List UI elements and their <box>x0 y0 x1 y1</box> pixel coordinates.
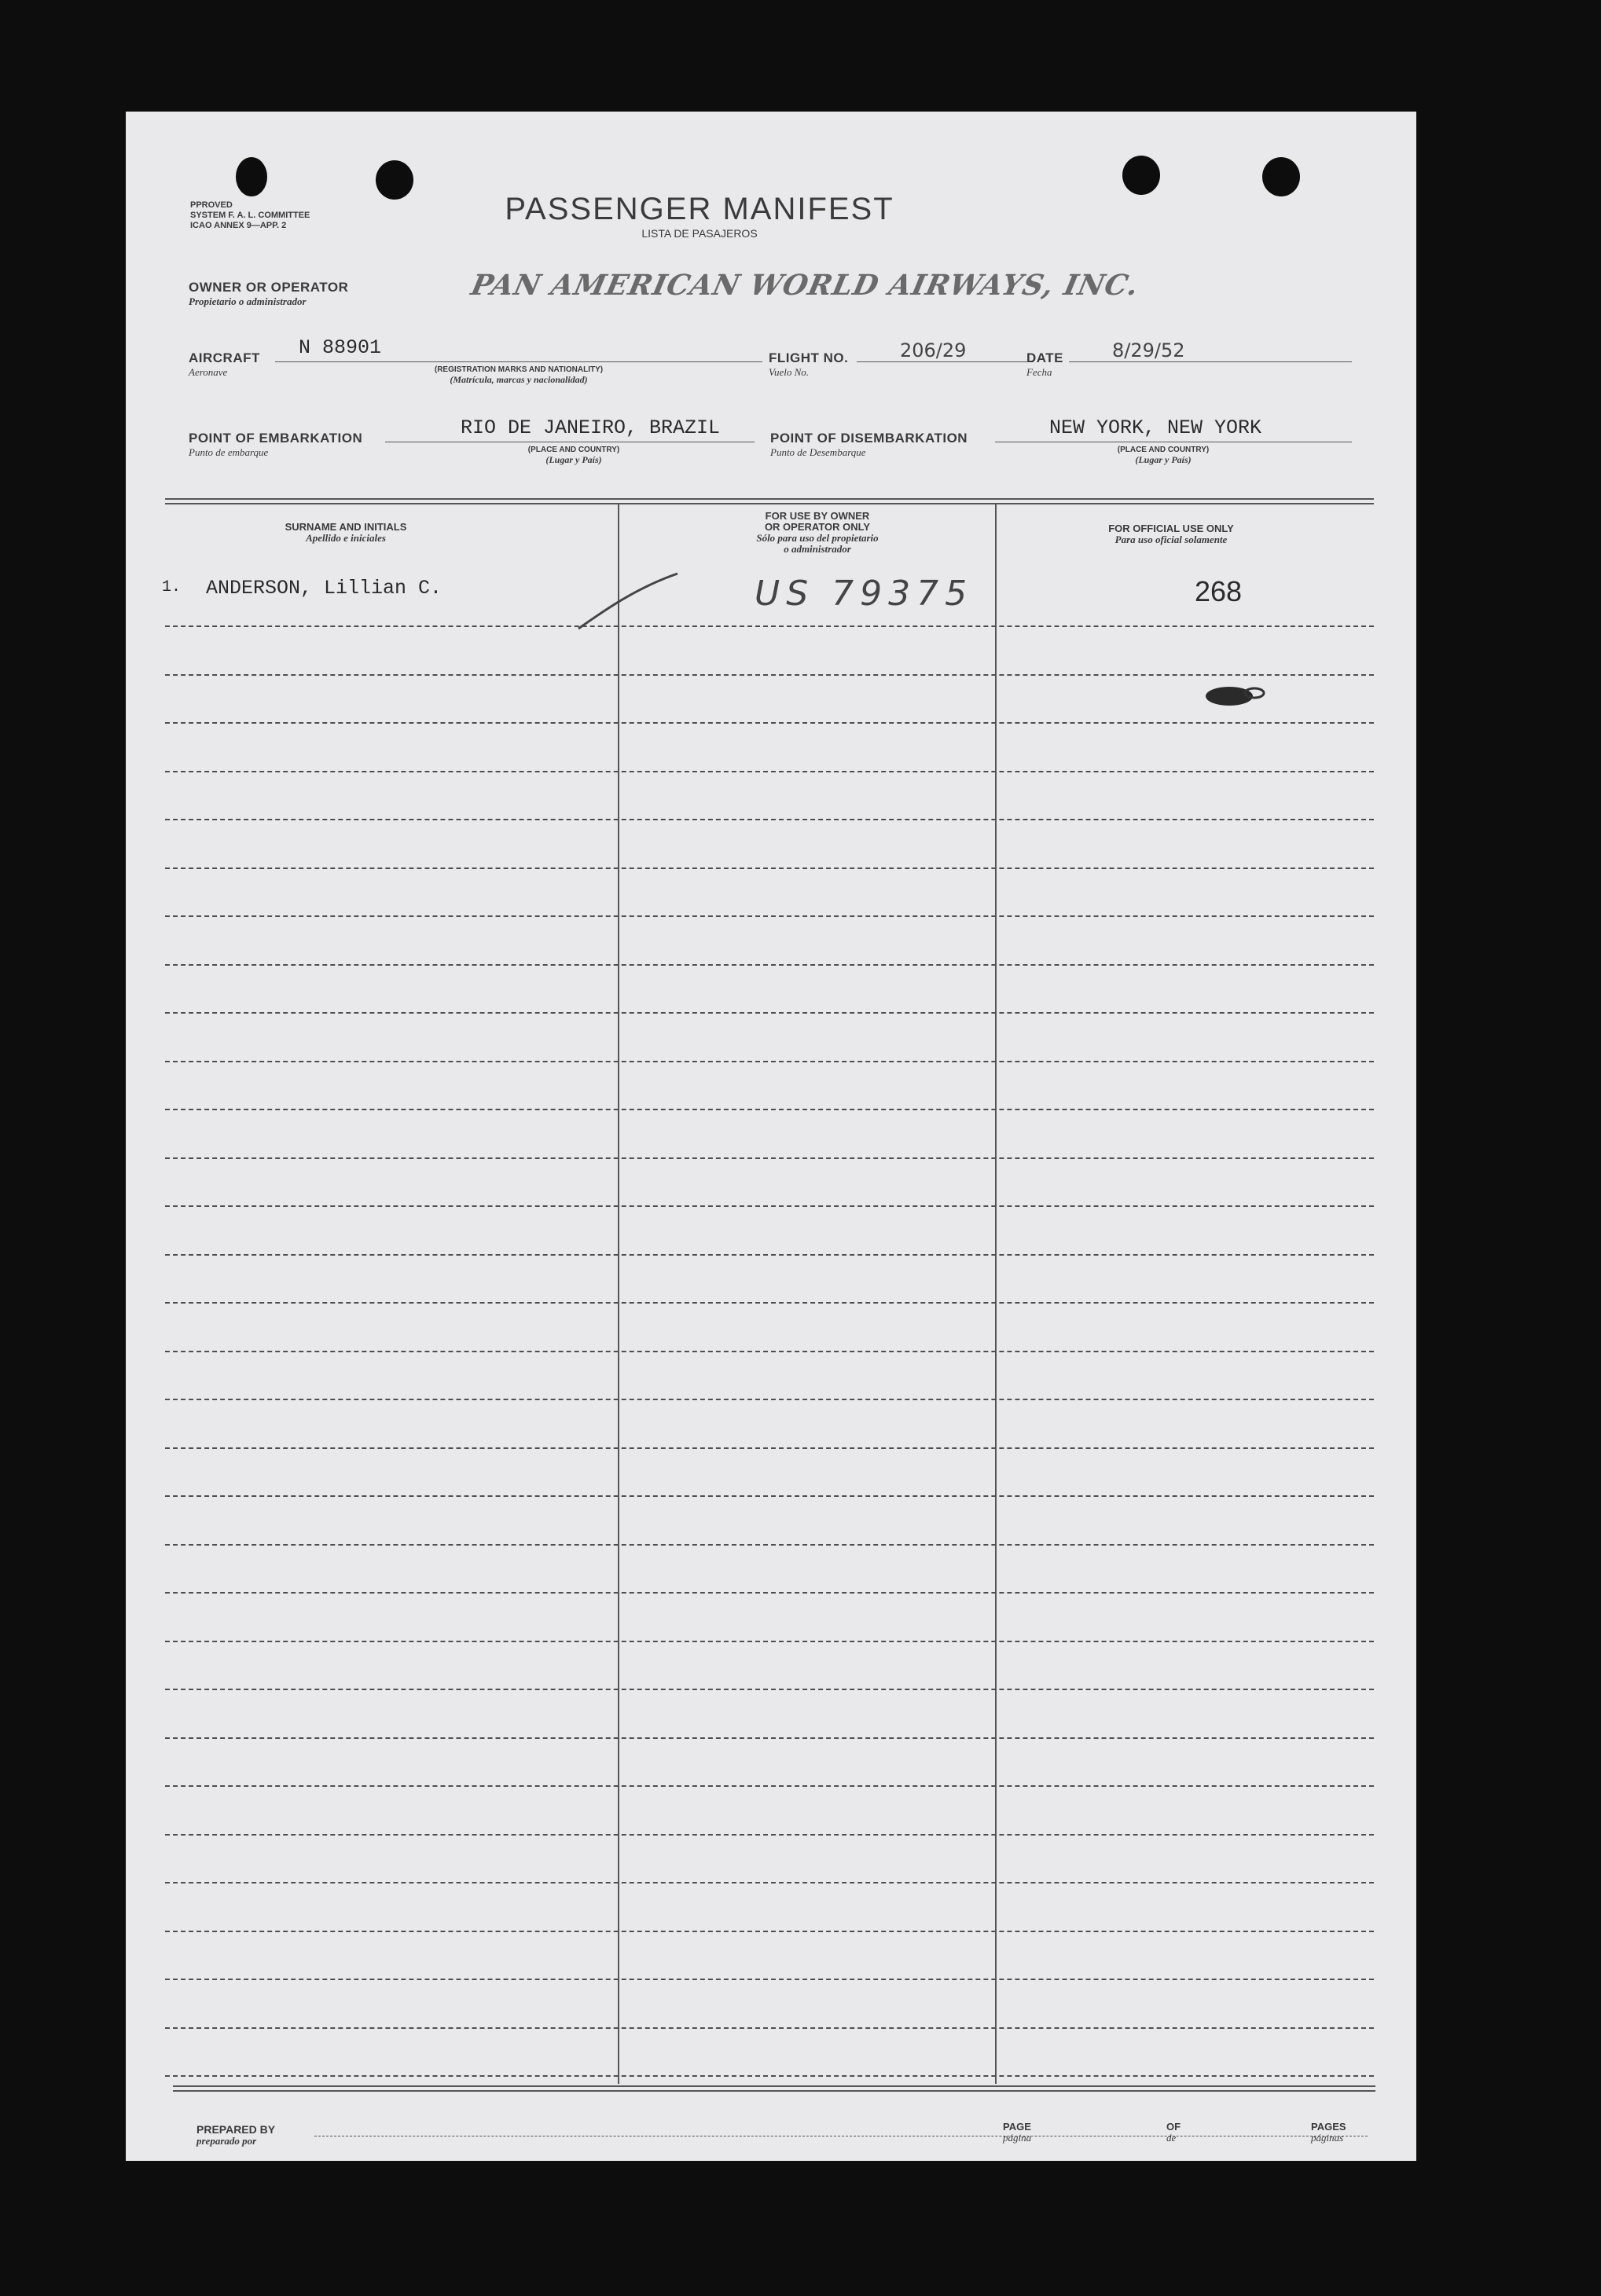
table-rule-line <box>165 1689 1374 1690</box>
table-rule-line <box>165 2075 1374 2077</box>
embarkation-note: (PLACE AND COUNTRY) (Lugar y País) <box>527 446 620 465</box>
date-label: DATE Fecha <box>1026 350 1064 378</box>
punch-hole-right-1 <box>1122 156 1160 195</box>
table-top-rule <box>165 498 1374 504</box>
approval-line-3: ICAO ANNEX 9—APP. 2 <box>190 221 287 230</box>
date-underline <box>1069 361 1352 362</box>
aircraft-note: (REGISTRATION MARKS AND NATIONALITY) (Matrícula, marcas y nacionalidad) <box>434 365 604 385</box>
punch-hole-right-2 <box>1262 157 1300 196</box>
table-rule-line <box>165 1302 1374 1304</box>
column-divider-1 <box>618 504 619 2084</box>
table-rule-line <box>165 1737 1374 1739</box>
manifest-page <box>126 112 1416 2161</box>
table-rule-line <box>165 722 1374 724</box>
prepared-by-label: PREPARED BY preparado por <box>196 2123 276 2147</box>
table-bottom-rule <box>173 2085 1375 2092</box>
embarkation-value: RIO DE JANEIRO, BRAZIL <box>461 416 721 439</box>
table-rule-line <box>165 625 1374 627</box>
table-rule-line <box>165 819 1374 820</box>
table-rule-line <box>165 964 1374 966</box>
disembarkation-value: NEW YORK, NEW YORK <box>1049 416 1262 439</box>
aircraft-label: AIRCRAFT Aeronave <box>189 350 260 378</box>
table-row <box>157 574 1383 614</box>
table-rule-line <box>165 1785 1374 1787</box>
owner-value: PAN AMERICAN WORLD AIRWAYS, INC. <box>468 269 1143 302</box>
table-rule-line <box>165 1641 1374 1642</box>
table-rule-line <box>165 1012 1374 1014</box>
table-rule-line <box>165 867 1374 869</box>
page-title: PASSENGER MANIFEST <box>505 192 894 226</box>
column-header-surname: SURNAME AND INITIALS Apellido e iniciales <box>285 521 407 544</box>
table-rule-line <box>165 1882 1374 1883</box>
embarkation-label: POINT OF EMBARKATION Punto de embarque <box>189 431 363 458</box>
column-divider-2 <box>995 504 997 2084</box>
passenger-owner-use: US 79375 <box>755 574 974 614</box>
page-subtitle: LISTA DE PASAJEROS <box>641 227 758 240</box>
table-rule-line <box>165 1931 1374 1932</box>
table-rule-line <box>165 1157 1374 1159</box>
table-rule-line <box>165 1447 1374 1449</box>
column-header-owner: FOR USE BY OWNER OR OPERATOR ONLY Sólo para uso del propietario o administrador <box>756 510 879 555</box>
page-label: PAGE página <box>1003 2121 1032 2144</box>
table-rule-line <box>165 1979 1374 1980</box>
table-rule-line <box>165 1061 1374 1062</box>
column-header-official: FOR OFFICIAL USE ONLY Para uso oficial solamente <box>1108 523 1234 545</box>
title-block <box>479 192 920 240</box>
table-rule-line <box>165 1592 1374 1594</box>
owner-label: OWNER OR OPERATOR Propietario o administrador <box>189 280 349 307</box>
aircraft-value: N 88901 <box>299 336 382 359</box>
table-rule-line <box>165 2027 1374 2029</box>
table-rule-line <box>165 915 1374 917</box>
disembarkation-note: (PLACE AND COUNTRY) (Lugar y País) <box>1117 446 1210 465</box>
flight-label: FLIGHT NO. Vuelo No. <box>769 350 849 378</box>
passenger-number: 1. <box>162 578 182 596</box>
passenger-official: 268 <box>1195 575 1243 607</box>
punch-hole-left-2 <box>376 160 413 200</box>
pages-label: PAGES páginas <box>1311 2121 1346 2144</box>
table-rule-line <box>165 1495 1374 1497</box>
approval-line-2: SYSTEM F. A. L. COMMITTEE <box>190 211 310 220</box>
table-rule-line <box>165 1109 1374 1110</box>
aircraft-underline <box>275 361 762 362</box>
disembarkation-label: POINT OF DISEMBARKATION Punto de Desembarque <box>770 431 968 458</box>
table-rule-line <box>165 1254 1374 1256</box>
table-rule-line <box>165 771 1374 772</box>
ink-smudge <box>1199 680 1270 712</box>
check-mark <box>574 570 684 633</box>
approval-block <box>190 200 310 231</box>
table-rule-line <box>165 674 1374 676</box>
date-value: 8/29/52 <box>1112 339 1185 361</box>
table-rule-line <box>165 1544 1374 1546</box>
flight-value: 206/29 <box>900 339 967 361</box>
flight-underline <box>857 361 1034 362</box>
passenger-name: ANDERSON, Lillian C. <box>206 577 442 600</box>
table-rule-line <box>165 1834 1374 1836</box>
of-label: OF de <box>1166 2121 1181 2144</box>
approval-line-1: PPROVED <box>190 200 233 210</box>
punch-hole-left <box>236 157 267 196</box>
table-rule-line <box>165 1351 1374 1352</box>
table-rule-line <box>165 1399 1374 1400</box>
table-rule-line <box>165 1205 1374 1207</box>
